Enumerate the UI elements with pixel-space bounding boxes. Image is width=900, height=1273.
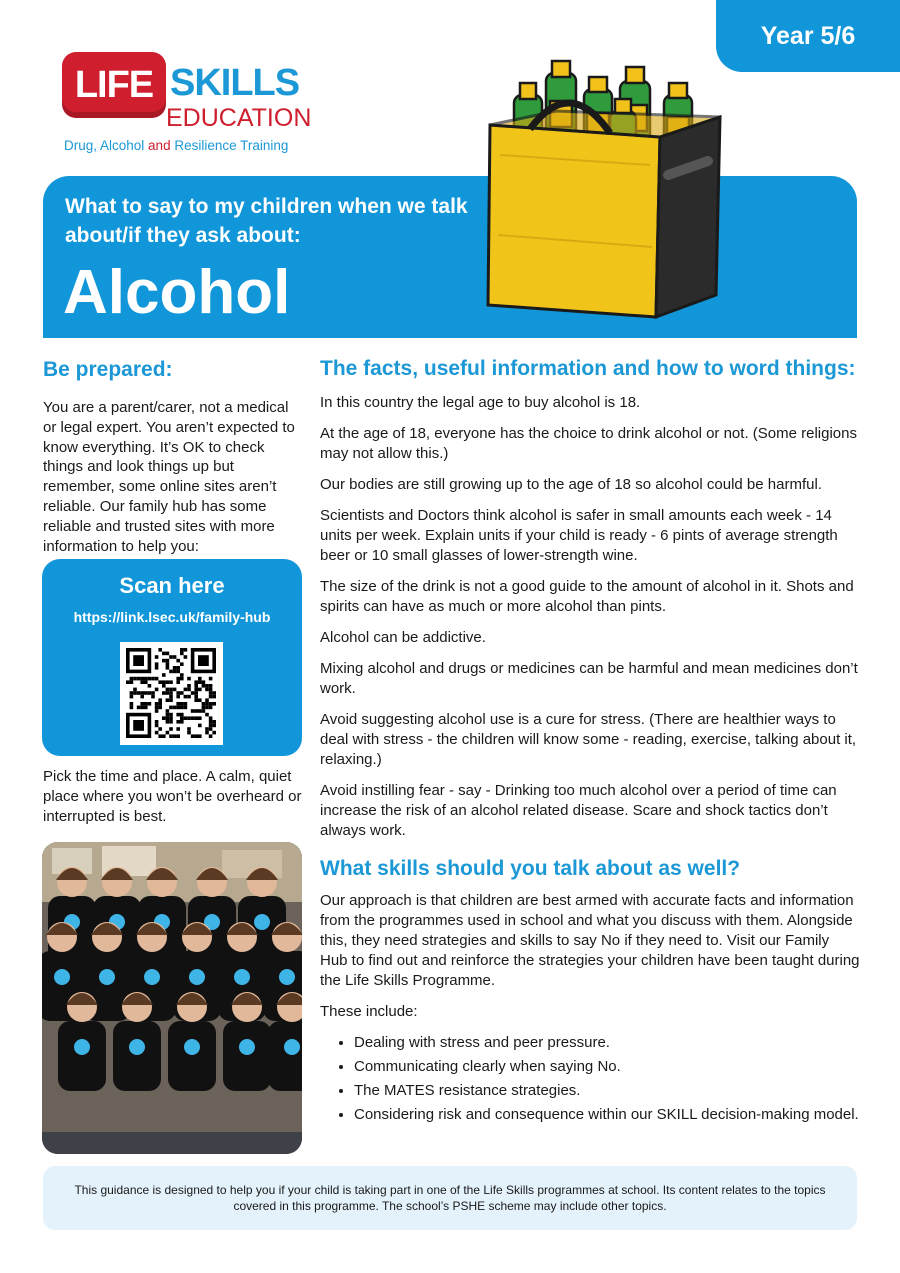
fact-item: In this country the legal age to buy alcohol is 18. [320,394,641,411]
fact-item: Alcohol can be addictive. [320,629,486,646]
skill-bullet: • The MATES resistance strategies. [354,1081,860,1101]
fact-item: Avoid instilling fear - say - Drinking too much alcohol over a period of time can increase the risk of an alcohol related disease. Scare and shock tactics don’t always work. [320,782,837,839]
skill-bullet: • Communicating clearly when saying No. [354,1057,860,1077]
logo-education-text: EDUCATION [166,104,312,132]
fact-item: Scientists and Doctors think alcohol is safer in small amounts each week - 14 units per week. Explain units if your child is ready - 6 pints of average strength beer or 10 small glasses of lower-strength wine. [320,507,838,564]
pick-time-text: Pick the time and place. A calm, quiet place where you won’t be overheard or interrupted is best. [43,768,302,825]
life-skills-logo [62,50,312,160]
children-group-photo [42,842,302,1154]
skills-list [320,1033,860,1125]
tagline-and: and [148,138,171,153]
footer-text: This guidance is designed to help you if your child is taking part in one of the Life Skills programmes at school. Its content relates to the topics covered in this programme. The school’s PSHE scheme may include other topics. [74,1183,826,1213]
logo-life-badge [62,52,166,118]
bottle-bag-illustration [470,55,870,345]
fact-item: Our bodies are still growing up to the age of 18 so alcohol could be harmful. [320,476,822,493]
be-prepared-section [43,356,305,556]
scan-title: Scan here [119,573,225,598]
fact-item: The size of the drink is not a good guide to the amount of alcohol in it. Shots and spirits can have as much or more alcohol than pints. [320,578,854,615]
qr-code[interactable] [120,642,223,745]
skills-heading: What skills should you talk about as well? [320,857,741,880]
hero-subtitle: What to say to my children when we talk about/if they ask about: [65,195,468,247]
facts-heading: The facts, useful information and how to word things: [320,357,856,380]
be-prepared-text: You are a parent/carer, not a medical or legal expert. You aren’t expected to know everything. It’s OK to check things and look things up but remember, some online sites aren’t reliable. Our family hub has some reliable and trusted sites with more information to help you: [43,399,295,555]
family-hub-link[interactable]: https://link.lsec.uk/family-hub [73,609,271,625]
skill-bullet: • Dealing with stress and peer pressure. [354,1033,860,1053]
fact-item: Avoid suggesting alcohol use is a cure for stress. (There are healthier ways to deal with stress - the children will know some - reading, exercise, talking about it, relaxing.) [320,711,857,768]
skills-paragraph: Our approach is that children are best armed with accurate facts and information from the programmes used in school and what you discuss with them. Alongside this, they need strategies and skills to say No if they need to. Visit our Family Hub to find out and reinforce the strategies your children have been taught during the Life Skills Programme. [320,892,860,989]
includes-label: These include: [320,1003,418,1020]
qr-code-graphic [120,642,223,745]
logo-skills-text: SKILLS [170,62,300,104]
tagline-part1: Drug, Alcohol [64,138,149,153]
scan-card[interactable] [42,559,302,756]
footer-note [43,1166,857,1230]
photo-graphic [42,842,302,1154]
fact-item: Mixing alcohol and drugs or medicines can be harmful and mean medicines don’t work. [320,660,858,697]
logo-tagline [64,138,288,153]
facts-section [320,355,860,1129]
year-badge: Year 5/6 [716,0,900,72]
tagline-part2: Resilience Training [170,138,289,153]
skill-bullet: • Considering risk and consequence within our SKILL decision-making model. [354,1105,860,1125]
page-title: Alcohol [63,258,291,327]
facts-list [320,393,860,841]
fact-item: At the age of 18, everyone has the choice to drink alcohol or not. (Some religions may not allow this.) [320,425,857,462]
logo-life-text: LIFE [74,64,154,106]
be-prepared-heading: Be prepared: [43,358,173,381]
